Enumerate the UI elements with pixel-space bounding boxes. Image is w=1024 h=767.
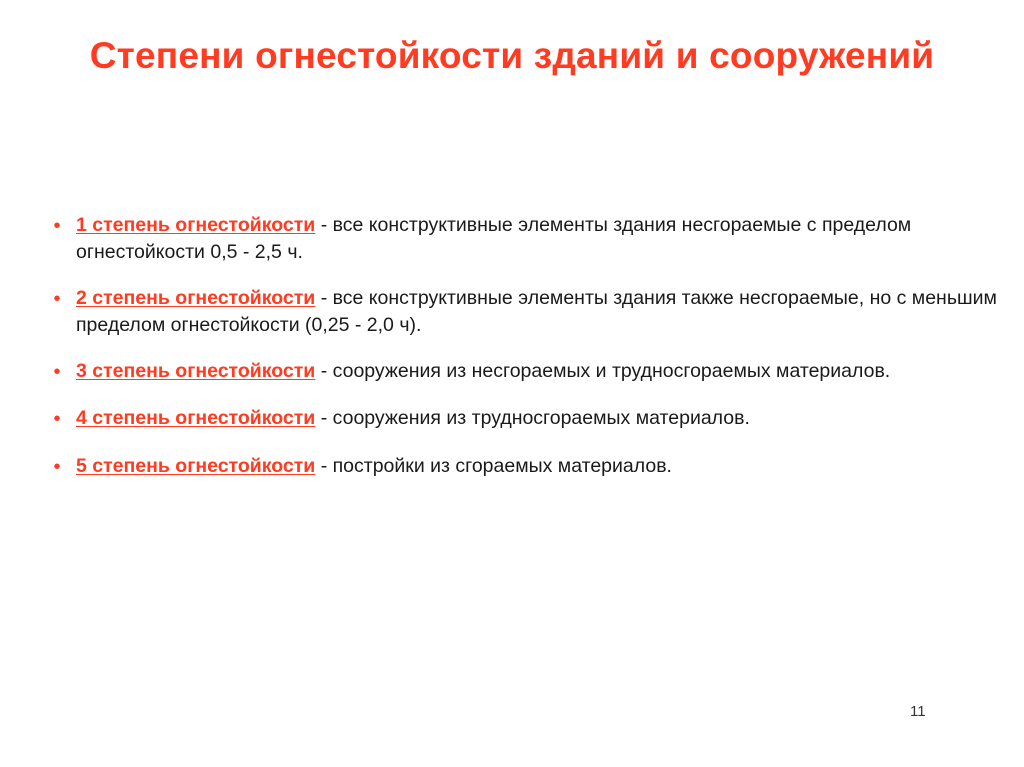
list-item-term: 4 степень огнестойкости xyxy=(76,407,316,430)
bullet-icon: • xyxy=(53,360,61,383)
bullet-icon: • xyxy=(53,455,61,478)
list-item-term: 5 степень огнестойкости xyxy=(76,454,316,477)
list-item-text xyxy=(76,453,1000,480)
list-item xyxy=(38,358,1000,387)
list-item xyxy=(38,212,1000,266)
list-item-text xyxy=(76,358,1000,385)
list-item-description: - постройки из сгораемых материалов. xyxy=(315,454,672,477)
list-item-text xyxy=(76,212,1000,266)
list-item xyxy=(38,285,1000,339)
page-number: 11 xyxy=(910,703,926,720)
list-item-term: 2 степень огнестойкости xyxy=(76,286,316,309)
fire-resistance-degree-list xyxy=(38,212,1000,500)
list-item-text xyxy=(76,405,1000,432)
list-item-description: - сооружения из трудносгораемых материалов. xyxy=(315,407,750,430)
list-item-term: 3 степень огнестойкости xyxy=(76,359,316,382)
bullet-icon: • xyxy=(53,215,61,237)
list-item-term: 1 степень огнестойкости xyxy=(76,214,316,236)
bullet-icon: • xyxy=(53,287,61,310)
list-item xyxy=(38,405,1000,434)
page-title: Степени огнестойкости зданий и сооружений xyxy=(89,35,935,76)
list-item-text xyxy=(76,285,1000,339)
list-item-description: - все конструктивные элементы здания несгораемые с пределом огнестойкости 0,5 - 2,5 ч. xyxy=(76,214,912,263)
bullet-icon: • xyxy=(53,408,61,431)
list-item-description: - сооружения из несгораемых и трудносгораемых материалов. xyxy=(315,359,891,382)
list-item-description: - все конструктивные элементы здания также несгораемые, но с меньшим пределом огнестойкости (0,25 - 2,0 ч). xyxy=(76,286,997,336)
list-item xyxy=(38,453,1000,482)
